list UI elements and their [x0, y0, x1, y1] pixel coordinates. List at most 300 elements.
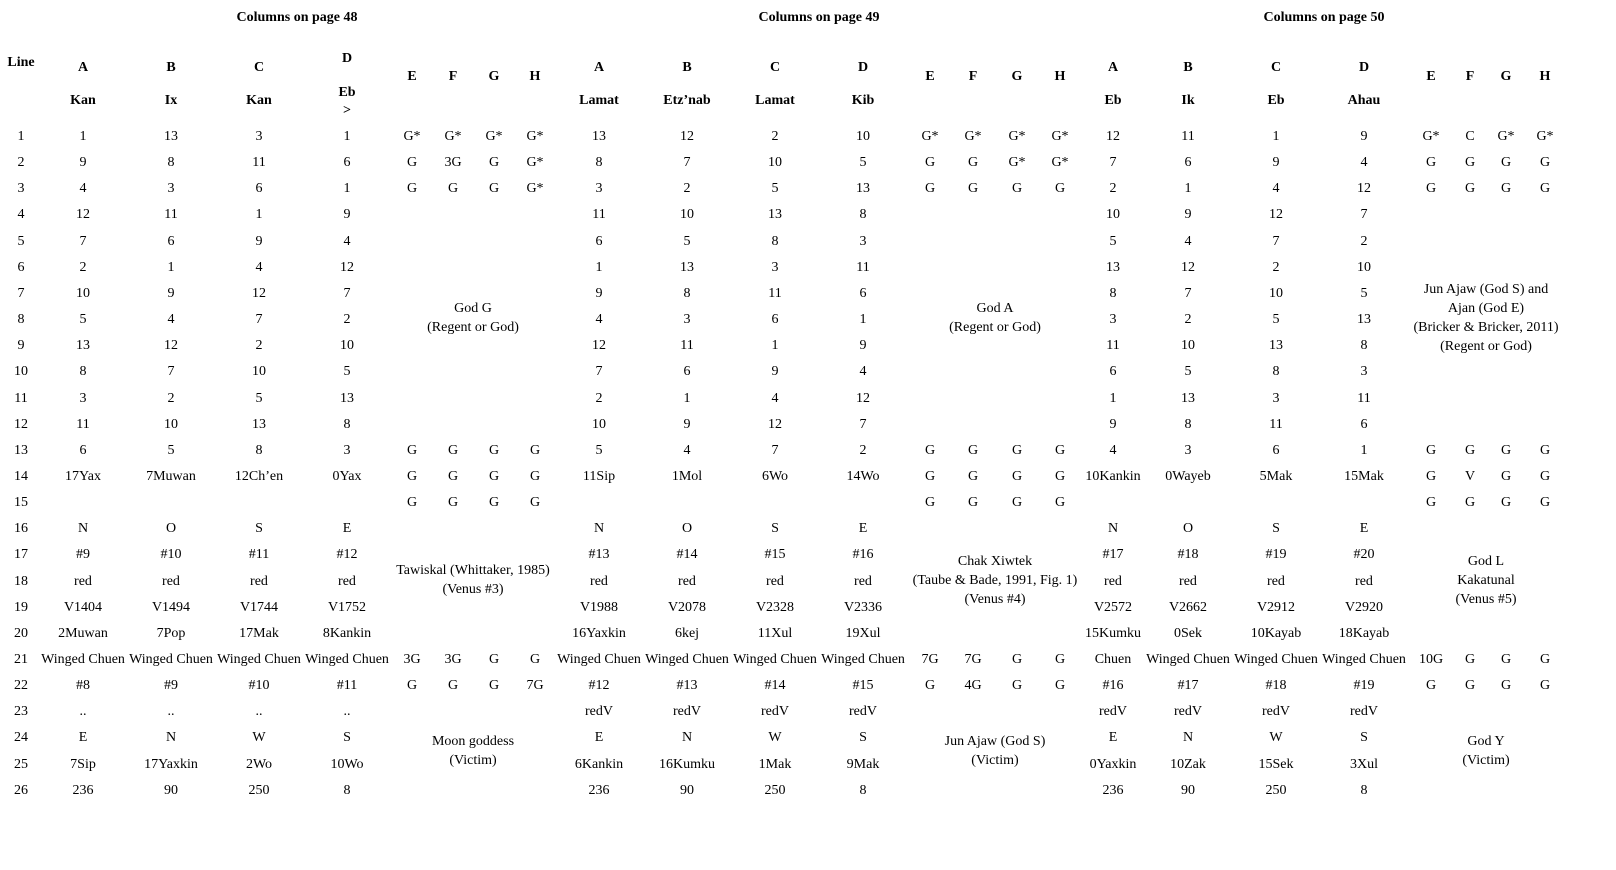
table-cell: 2 [343, 312, 351, 328]
table-cell: red [854, 573, 872, 589]
column-day: Eb [1267, 93, 1285, 108]
table-cell: 4G [964, 678, 982, 694]
table-cell: G [1011, 678, 1023, 694]
table-cell: G [1500, 468, 1512, 484]
table-cell: G [529, 652, 541, 667]
table-cell: G [447, 495, 459, 511]
table-cell: 5 [1184, 364, 1192, 380]
table-cell: G [488, 442, 500, 458]
table-cell: G [488, 155, 500, 171]
table-cell: N [1107, 521, 1119, 537]
table-cell: 13 [1106, 259, 1120, 275]
table-cell: G [1500, 155, 1512, 171]
table-cell: G [1500, 442, 1512, 458]
deity-note-line: (Regent or God) [427, 320, 519, 335]
table-cell: G [1054, 181, 1066, 197]
table-cell: E [78, 730, 88, 746]
deity-note-line: (Regent or God) [949, 320, 1041, 335]
table-cell: S [1360, 730, 1368, 746]
column-day: Eb [1104, 93, 1122, 108]
table-cell: .. [167, 704, 175, 720]
line-number: 4 [17, 207, 25, 223]
table-cell: 4 [683, 442, 691, 458]
table-cell: 15Sek [1258, 756, 1294, 772]
table-cell: 5 [343, 364, 351, 380]
table-cell: red [250, 573, 268, 589]
table-cell: red [1104, 573, 1122, 589]
table-cell: 1 [343, 181, 351, 197]
table-cell: #16 [852, 547, 874, 563]
table-cell: 8 [1109, 285, 1117, 301]
line-number: 22 [14, 678, 28, 694]
table-cell: 3 [683, 312, 691, 328]
column-day: Kib [851, 93, 875, 108]
table-cell: 9 [683, 416, 691, 432]
table-cell: G [1054, 495, 1066, 511]
column-letter: E [407, 69, 417, 84]
table-cell: 4 [79, 181, 87, 197]
table-cell: 10 [1357, 259, 1371, 275]
table-cell: 11 [76, 416, 90, 432]
table-cell: 8 [595, 155, 603, 171]
line-number: 5 [17, 233, 25, 249]
table-cell: 10Zak [1170, 756, 1206, 772]
table-cell: 7Pop [156, 625, 186, 641]
table-cell: 16Kumku [659, 756, 715, 772]
table-cell: S [343, 730, 351, 746]
table-cell: 7G [964, 652, 982, 667]
deity-note-line: (Regent or God) [1440, 339, 1532, 354]
column-letter: E [1426, 69, 1436, 84]
table-cell: G [406, 678, 418, 694]
table-cell: G [1425, 468, 1437, 484]
table-cell: 11 [1106, 338, 1120, 354]
page-header: Columns on page 49 [758, 10, 880, 25]
table-cell: S [859, 730, 867, 746]
table-cell: G* [526, 129, 544, 144]
table-cell: 13 [592, 129, 606, 144]
table-cell: 5 [1360, 285, 1368, 301]
table-cell: 11Xul [757, 625, 793, 641]
table-cell: 6 [79, 442, 87, 458]
column-letter: G [1500, 69, 1512, 84]
table-cell: G [1464, 652, 1476, 667]
table-cell: #15 [852, 678, 874, 694]
line-number: 12 [14, 416, 28, 432]
table-cell: 5Mak [1259, 468, 1293, 484]
table-cell: G [1425, 678, 1437, 694]
table-cell: G* [1051, 129, 1069, 144]
line-number: 7 [17, 285, 25, 301]
table-cell: 12 [768, 416, 782, 432]
table-cell: 1 [79, 129, 87, 144]
table-cell: 6 [683, 364, 691, 380]
table-cell: O [1182, 521, 1194, 537]
line-number: 1 [17, 129, 25, 144]
table-cell: 6 [859, 285, 867, 301]
table-cell: 6 [343, 155, 351, 171]
table-cell: N [77, 521, 89, 537]
table-cell: V2662 [1168, 599, 1208, 615]
table-cell: 4 [1184, 233, 1192, 249]
deity-note-line: God Y [1467, 734, 1505, 749]
table-cell: 7 [1272, 233, 1280, 249]
table-cell: red [338, 573, 356, 589]
column-letter: H [529, 69, 541, 84]
table-cell: G [1539, 468, 1551, 484]
table-cell: 12 [340, 259, 354, 275]
table-cell: 15Kumku [1085, 625, 1141, 641]
table-cell: V1744 [239, 599, 279, 615]
table-cell: 9 [255, 233, 263, 249]
table-cell: 2 [683, 181, 691, 197]
table-cell: redV [585, 704, 613, 720]
table-cell: 250 [1265, 782, 1287, 798]
table-cell: 3 [859, 233, 867, 249]
table-cell: 7 [595, 364, 603, 380]
table-cell: #17 [1102, 547, 1124, 563]
table-cell: G [1539, 652, 1551, 667]
table-cell: 0Yax [332, 468, 362, 484]
column-letter: H [1054, 69, 1066, 84]
table-cell: G [406, 181, 418, 197]
table-cell: 7 [859, 416, 867, 432]
table-cell: 17Yaxkin [144, 756, 198, 772]
table-cell: V2572 [1093, 599, 1133, 615]
table-cell: #14 [676, 547, 698, 563]
table-cell: #13 [676, 678, 698, 694]
table-cell: 10 [1106, 207, 1120, 223]
table-cell: G [924, 468, 936, 484]
table-cell: 3G [444, 155, 462, 171]
table-cell: 6 [1360, 416, 1368, 432]
deity-note [1413, 280, 1558, 356]
table-cell: 10Kayab [1250, 625, 1302, 641]
table-cell: G [1539, 155, 1551, 171]
table-cell: 6 [255, 181, 263, 197]
table-cell: 3 [595, 181, 603, 197]
table-cell: #18 [1265, 678, 1287, 694]
table-cell: 9 [771, 364, 779, 380]
table-cell: 8 [79, 364, 87, 380]
table-cell: 5 [859, 155, 867, 171]
table-cell: 0Sek [1174, 625, 1202, 641]
table-cell: G [1011, 442, 1023, 458]
table-cell: V2328 [755, 599, 795, 615]
table-cell: 8 [343, 782, 351, 798]
table-cell: G [924, 155, 936, 171]
line-header: Line [7, 55, 35, 70]
table-cell: 236 [588, 782, 610, 798]
deity-note [913, 552, 1078, 609]
table-cell: 1 [1360, 442, 1368, 458]
table-cell: 10 [680, 207, 694, 223]
deity-note-line: (Victim) [971, 753, 1019, 768]
column-extra: > [343, 103, 351, 118]
table-cell: 3 [79, 390, 87, 406]
table-cell: 9 [79, 155, 87, 171]
table-cell: 3 [771, 259, 779, 275]
column-letter: E [925, 69, 935, 84]
table-cell: 2 [255, 338, 263, 354]
table-cell: 12 [1181, 259, 1195, 275]
table-cell: G [1425, 495, 1437, 511]
table-cell: #14 [764, 678, 786, 694]
table-cell: W [1269, 730, 1283, 746]
column-day: Eb [338, 85, 356, 100]
table-cell: 11 [1269, 416, 1283, 432]
table-cell: 9 [343, 207, 351, 223]
table-cell: 6Wo [761, 468, 789, 484]
table-cell: 6 [1184, 155, 1192, 171]
line-number: 6 [17, 259, 25, 275]
line-number: 3 [17, 181, 25, 197]
deity-note-line: Tawiskal (Whittaker, 1985) [396, 563, 550, 578]
table-cell: Winged Chuen [733, 652, 817, 667]
table-cell: 7 [683, 155, 691, 171]
table-cell: V2920 [1344, 599, 1384, 615]
table-cell: 8 [859, 207, 867, 223]
table-cell: 5 [167, 442, 175, 458]
line-number: 18 [14, 573, 28, 589]
table-cell: G [967, 495, 979, 511]
table-cell: 10Kankin [1085, 468, 1141, 484]
table-cell: 8 [683, 285, 691, 301]
table-cell: G [1054, 678, 1066, 694]
table-cell: N [681, 730, 693, 746]
table-cell: 13 [1181, 390, 1195, 406]
table-cell: 3 [255, 129, 263, 144]
table-cell: 14Wo [846, 468, 880, 484]
table-cell: #11 [336, 678, 358, 694]
table-cell: #20 [1353, 547, 1375, 563]
line-number: 16 [14, 521, 28, 537]
table-cell: 12 [856, 390, 870, 406]
table-cell: #8 [76, 678, 90, 694]
table-cell: 11 [680, 338, 694, 354]
table-cell: 9 [167, 285, 175, 301]
table-cell: #13 [588, 547, 610, 563]
table-cell: redV [673, 704, 701, 720]
column-letter: C [1270, 60, 1282, 75]
line-number: 26 [14, 782, 28, 798]
table-cell: 5 [1109, 233, 1117, 249]
table-cell: 8 [771, 233, 779, 249]
table-cell: redV [1174, 704, 1202, 720]
column-letter: C [253, 60, 265, 75]
deity-note-line: Kakatunal [1457, 572, 1515, 588]
table-cell: G [1054, 468, 1066, 484]
table-cell: 2 [859, 442, 867, 458]
table-cell: Winged Chuen [1322, 652, 1406, 667]
column-letter: A [1107, 60, 1119, 75]
deity-note [1462, 732, 1509, 770]
table-cell: G [1539, 181, 1551, 197]
table-cell: G* [403, 129, 421, 144]
table-cell: Winged Chuen [557, 652, 641, 667]
table-cell: 11 [856, 259, 870, 275]
table-cell: 8 [255, 442, 263, 458]
table-cell: 10 [768, 155, 782, 171]
column-letter: B [1183, 60, 1193, 75]
line-number: 13 [14, 442, 28, 458]
table-cell: 12 [76, 207, 90, 223]
table-cell: G [488, 468, 500, 484]
table-cell: E [1359, 521, 1369, 537]
column-letter: F [968, 69, 978, 84]
table-cell: N [1182, 730, 1194, 746]
line-number: 10 [14, 364, 28, 380]
table-cell: G [488, 495, 500, 511]
table-cell: E [594, 730, 604, 746]
table-cell: #11 [248, 547, 270, 563]
table-cell: 1 [1109, 390, 1117, 406]
column-letter: B [166, 60, 176, 75]
table-cell: G* [964, 129, 982, 144]
table-cell: 2 [1272, 259, 1280, 275]
table-cell: G [1464, 442, 1476, 458]
table-cell: G [447, 468, 459, 484]
table-cell: 13 [1269, 338, 1283, 354]
table-cell: 19Xul [845, 625, 881, 641]
line-number: 2 [17, 155, 25, 171]
table-cell: 10 [856, 129, 870, 144]
table-cell: V [1464, 468, 1476, 484]
table-cell: redV [1262, 704, 1290, 720]
deity-note-line: (Venus #4) [964, 591, 1026, 607]
table-cell: #17 [1177, 678, 1199, 694]
table-cell: 10 [76, 285, 90, 301]
column-letter: A [593, 60, 605, 75]
line-number: 19 [14, 599, 28, 615]
column-letter: C [769, 60, 781, 75]
column-letter: F [448, 69, 458, 84]
table-cell: 3Xul [1350, 756, 1378, 772]
table-cell: E [342, 521, 352, 537]
table-cell: 13 [164, 129, 178, 144]
table-cell: red [1179, 573, 1197, 589]
table-cell: 13 [252, 416, 266, 432]
column-letter: D [1358, 60, 1370, 75]
table-cell: G [1464, 181, 1476, 197]
table-cell: 8 [1184, 416, 1192, 432]
table-cell: #9 [76, 547, 90, 563]
table-cell: 2 [79, 259, 87, 275]
table-cell: 9 [1272, 155, 1280, 171]
table-cell: S [771, 521, 779, 537]
table-cell: red [1267, 573, 1285, 589]
table-cell: #19 [1265, 547, 1287, 563]
table-cell: red [766, 573, 784, 589]
table-cell: 1 [255, 207, 263, 223]
table-cell: G* [1008, 155, 1026, 171]
deity-note-line: Chak Xiwtek [957, 553, 1033, 569]
column-day: Kan [70, 93, 96, 108]
table-cell: 10 [164, 416, 178, 432]
table-cell: #18 [1177, 547, 1199, 563]
table-cell: G [406, 155, 418, 171]
table-cell: 1 [167, 259, 175, 275]
table-cell: 9Mak [846, 756, 880, 772]
table-cell: Winged Chuen [1146, 652, 1230, 667]
table-cell: 6Kankin [574, 756, 624, 772]
table-cell: 5 [1272, 312, 1280, 328]
table-cell: 8 [343, 416, 351, 432]
deity-note-line: Jun Ajaw (God S) and [1423, 282, 1549, 297]
table-cell: G [1011, 181, 1023, 197]
line-number: 17 [14, 547, 28, 563]
table-cell: 10 [252, 364, 266, 380]
table-cell: 8 [167, 155, 175, 171]
table-cell: V1752 [327, 599, 367, 615]
table-cell: Winged Chuen [41, 652, 125, 667]
table-cell: 17Yax [65, 468, 101, 484]
table-cell: 3 [1272, 390, 1280, 406]
table-cell: 1 [1272, 129, 1280, 144]
table-cell: .. [343, 704, 351, 720]
table-cell: 7 [343, 285, 351, 301]
table-cell: 12 [1269, 207, 1283, 223]
table-cell: 13 [1357, 312, 1371, 328]
table-cell: V2336 [843, 599, 883, 615]
table-cell: G [924, 181, 936, 197]
table-cell: G [1464, 678, 1476, 694]
table-cell: V1988 [579, 599, 619, 615]
table-cell: 4 [595, 312, 603, 328]
table-cell: 7 [1360, 207, 1368, 223]
table-cell: red [74, 573, 92, 589]
table-cell: 12 [1357, 181, 1371, 197]
table-cell: 12 [164, 338, 178, 354]
table-cell: G [1011, 495, 1023, 511]
table-cell: 10 [592, 416, 606, 432]
table-cell: 3 [343, 442, 351, 458]
page-header: Columns on page 48 [236, 10, 358, 25]
table-cell: G [924, 442, 936, 458]
table-cell: G* [1051, 155, 1069, 171]
table-cell: #16 [1102, 678, 1124, 694]
table-cell: 12Ch’en [234, 468, 284, 484]
table-cell: 3G [444, 652, 462, 667]
table-cell: 236 [72, 782, 94, 798]
table-cell: Winged Chuen [821, 652, 905, 667]
table-cell: 9 [859, 338, 867, 354]
table-cell: G [1054, 652, 1066, 667]
table-cell: 6kej [674, 625, 700, 641]
table-cell: 16Yaxkin [572, 625, 626, 641]
table-cell: G [488, 181, 500, 197]
table-cell: 9 [1109, 416, 1117, 432]
table-cell: 4 [859, 364, 867, 380]
table-cell: 1 [595, 259, 603, 275]
table-cell: 2 [1109, 181, 1117, 197]
table-cell: #19 [1353, 678, 1375, 694]
table-cell: G [1500, 652, 1512, 667]
table-cell: 2 [595, 390, 603, 406]
table-cell: Winged Chuen [645, 652, 729, 667]
table-cell: E [1108, 730, 1118, 746]
deity-note-line: (Venus #5) [1455, 591, 1517, 607]
column-day: Lamat [755, 93, 795, 108]
table-cell: G [447, 442, 459, 458]
table-cell: 1 [771, 338, 779, 354]
table-cell: G [967, 155, 979, 171]
table-cell: 8 [1272, 364, 1280, 380]
table-cell: 12 [252, 285, 266, 301]
table-cell: 0Wayeb [1165, 468, 1211, 484]
table-cell: 9 [1184, 207, 1192, 223]
table-cell: 7 [771, 442, 779, 458]
